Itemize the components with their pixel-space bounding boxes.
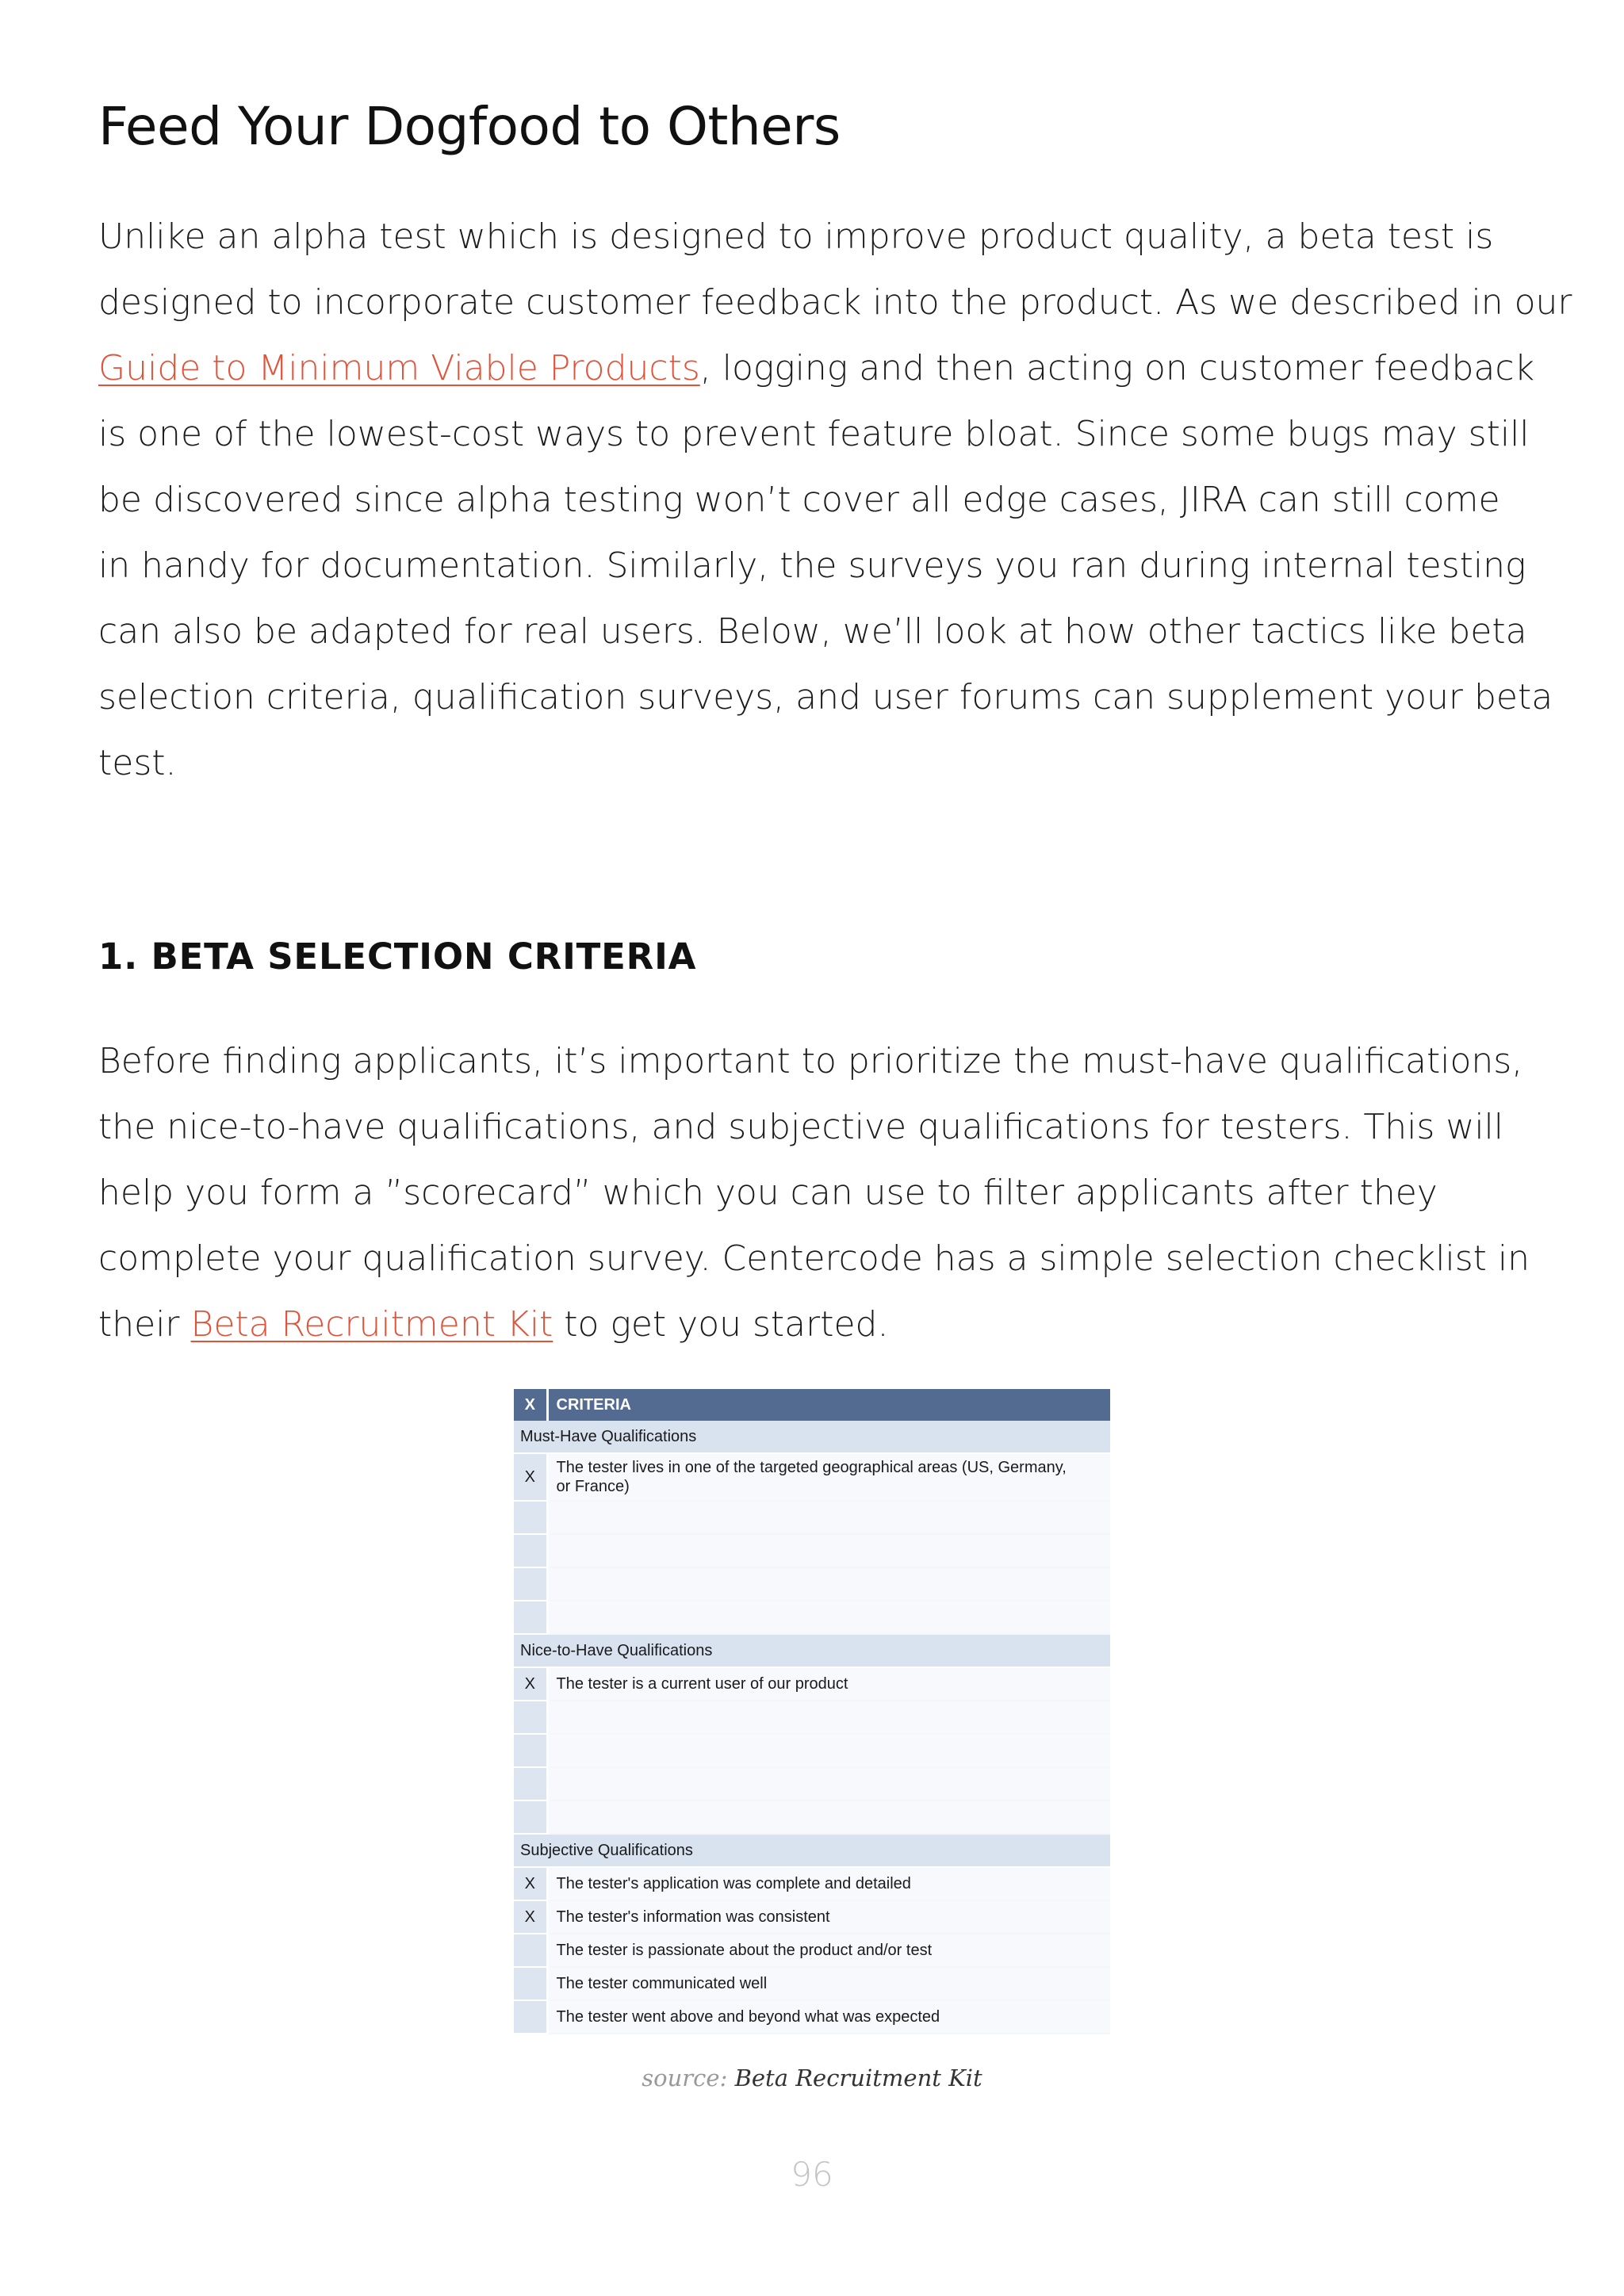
table-row — [514, 1900, 1110, 1934]
text-line: Unlike an alpha test which is designed to improve product quality, a beta test is — [98, 216, 1494, 257]
criteria-cell — [547, 1453, 1110, 1501]
text-line: complete your qualification survey. Centercode has a simple selection checklist in — [98, 1238, 1530, 1279]
table-row — [514, 1701, 1110, 1734]
table-row — [514, 1734, 1110, 1767]
caption-prefix: source: — [642, 2064, 735, 2091]
section-row-must-have — [514, 1421, 1110, 1453]
criteria-cell: The tester's application was complete and detailed — [547, 1867, 1110, 1900]
table-row — [514, 1453, 1110, 1501]
text-line: selection criteria, qualification surveys, and user forums can supplement your beta — [98, 677, 1553, 718]
page-number: 96 — [791, 2155, 833, 2194]
text-line: test. — [98, 743, 177, 783]
criteria-cell: The tester's information was consistent — [547, 1900, 1110, 1934]
criteria-cell — [547, 1734, 1110, 1767]
check-cell: X — [514, 1900, 547, 1934]
table-header — [514, 1389, 1110, 1421]
check-cell — [514, 1534, 547, 1567]
section-row-nice-to-have — [514, 1634, 1110, 1667]
beta-recruitment-kit-link[interactable]: Beta Recruitment Kit — [190, 1304, 553, 1345]
table-row — [514, 1767, 1110, 1800]
text-line: help you form a ”scorecard” which you can use to filter applicants after they — [98, 1173, 1438, 1213]
text-line: the nice-to-have qualifications, and subjective qualifications for testers. This will — [98, 1107, 1503, 1147]
table-row — [514, 1867, 1110, 1900]
criteria-text-continued: or France) — [556, 1478, 630, 1495]
text-line-with-link — [98, 1292, 1518, 1357]
check-cell — [514, 1934, 547, 1967]
table-row — [514, 1934, 1110, 1967]
check-cell — [514, 1601, 547, 1634]
text-before-link: their — [98, 1304, 191, 1345]
text-after-link: to get you started. — [553, 1304, 889, 1345]
page-heading: Feed Your Dogfood to Others — [98, 96, 841, 157]
table-row — [514, 1601, 1110, 1634]
criteria-cell — [547, 1601, 1110, 1634]
check-cell — [514, 1567, 547, 1601]
text-line: Before finding applicants, it’s important to prioritize the must-have qualifications, — [98, 1041, 1523, 1081]
criteria-cell — [547, 1534, 1110, 1567]
check-cell — [514, 1501, 547, 1534]
criteria-cell — [547, 1501, 1110, 1534]
text-line: is one of the lowest-cost ways to prevent feature bloat. Since some bugs may still — [98, 414, 1530, 454]
section-label: Subjective Qualifications — [514, 1834, 1110, 1867]
criteria-cell — [547, 1567, 1110, 1601]
section-label: Nice-to-Have Qualifications — [514, 1634, 1110, 1667]
check-cell — [514, 1767, 547, 1800]
section-row-subjective — [514, 1834, 1110, 1867]
criteria-cell: The tester is passionate about the product and/or test — [547, 1934, 1110, 1967]
caption-source: Beta Recruitment Kit — [734, 2064, 982, 2091]
check-cell — [514, 1967, 547, 2000]
selection-paragraph — [98, 1028, 1530, 1357]
check-cell — [514, 2000, 547, 2034]
criteria-table — [514, 1389, 1110, 2034]
table-row — [514, 1567, 1110, 1601]
criteria-cell — [547, 1701, 1110, 1734]
check-cell: X — [514, 1667, 547, 1701]
check-cell — [514, 1800, 547, 1834]
criteria-cell: The tester is a current user of our product — [547, 1667, 1110, 1701]
criteria-cell — [547, 1767, 1110, 1800]
table-row — [514, 1534, 1110, 1567]
text-after-link: , logging and then acting on customer feedback — [699, 348, 1535, 388]
text-line: can also be adapted for real users. Below, we’ll look at how other tactics like beta — [98, 611, 1527, 652]
mvp-guide-link[interactable]: Guide to Minimum Viable Products — [98, 348, 700, 388]
text-line: in handy for documentation. Similarly, the surveys you ran during internal testing — [98, 545, 1526, 586]
text-line: designed to incorporate customer feedback into the product. As we described in our — [98, 282, 1572, 323]
table-row — [514, 2000, 1110, 2034]
text-line: be discovered since alpha testing won’t cover all edge cases, JIRA can still come — [98, 480, 1500, 520]
check-cell: X — [514, 1867, 547, 1900]
table-row — [514, 1967, 1110, 2000]
check-cell — [514, 1701, 547, 1734]
figure-caption — [0, 2064, 1624, 2091]
section-label: Must-Have Qualifications — [514, 1421, 1110, 1453]
criteria-cell: The tester communicated well — [547, 1967, 1110, 2000]
intro-paragraph — [98, 204, 1572, 796]
table-row — [514, 1501, 1110, 1534]
check-cell: X — [514, 1453, 547, 1501]
table-row — [514, 1800, 1110, 1834]
header-x: X — [514, 1389, 547, 1421]
section-title: 1. BETA SELECTION CRITERIA — [98, 936, 697, 978]
header-criteria: CRITERIA — [547, 1389, 1110, 1421]
criteria-cell: The tester went above and beyond what was expected — [547, 2000, 1110, 2034]
text-line-with-link — [98, 335, 1535, 401]
table-row — [514, 1667, 1110, 1701]
criteria-cell — [547, 1800, 1110, 1834]
criteria-text: The tester lives in one of the targeted geographical areas (US, Germany, — [556, 1459, 1067, 1476]
check-cell — [514, 1734, 547, 1767]
